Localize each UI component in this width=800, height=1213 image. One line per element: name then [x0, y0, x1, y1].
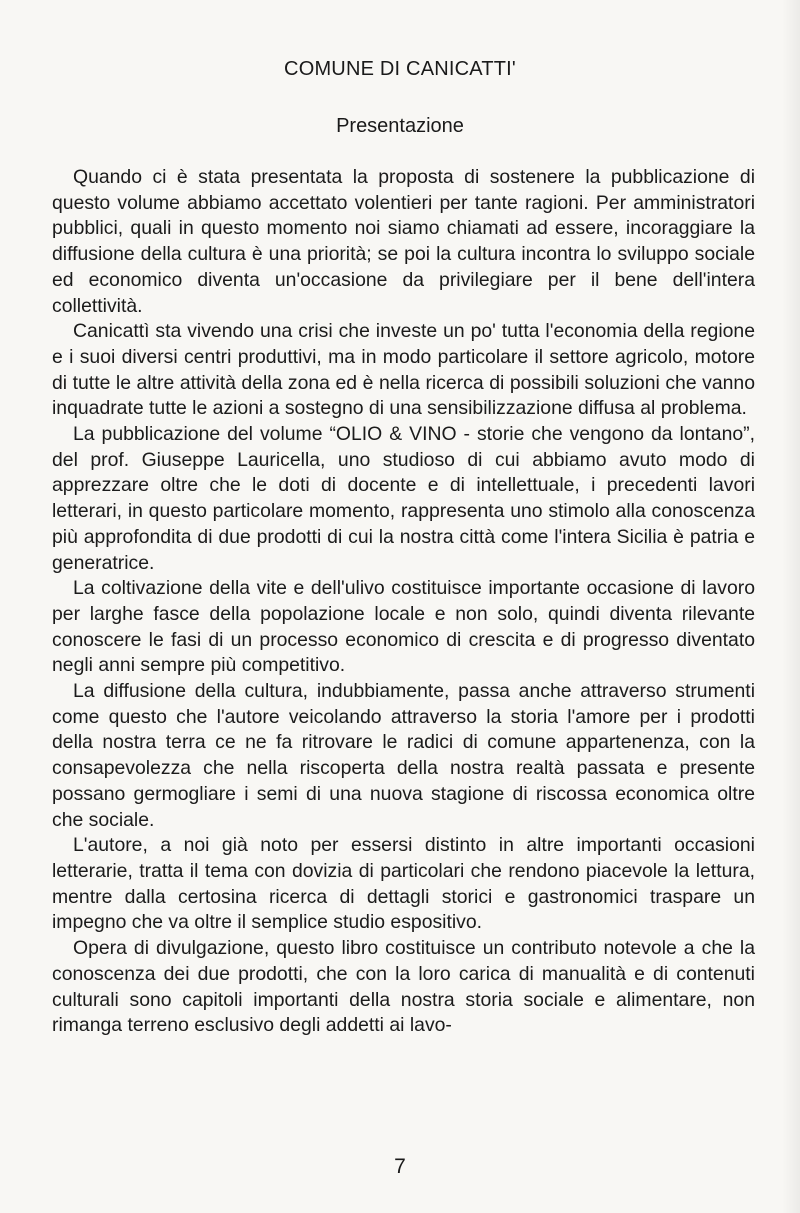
section-title: Presentazione: [336, 115, 464, 137]
paragraph: Canicattì sta vivendo una crisi che investe un po' tutta l'economia della regione e i suoi diversi centri produttivi, ma in modo particolare il settore agricolo, motore di tutte le altre attività della zona ed è nella ricerca di possibili soluzioni che vanno inquadrate tutte le azioni a sostegno di una sensibilizzazione diffusa al problema.: [52, 320, 755, 420]
page-number: 7: [394, 1155, 406, 1178]
paragraph: Quando ci è stata presentata la proposta di sostenere la pubblicazione di questo volume abbiamo accettato volentieri per tante ragioni. Per amministratori pubblici, quali in questo momento noi siamo chiamati ad essere, incoraggiare la diffusione della cultura è una priorità; se poi la cultura incontra lo sviluppo sociale ed economico diventa un'occasione da privilegiare per il bene dell'intera collettività.: [52, 166, 755, 317]
page-edge-shadow: [782, 0, 800, 1213]
paragraph: La diffusione della cultura, indubbiamente, passa anche attraverso strumenti come questo che l'autore veicolando attraverso la storia l'amore per i prodotti della nostra terra ce ne fa ritrovare le radici di comune appartenenza, con la consapevolezza che nella riscoperta della nostra realtà passata e presente possano germogliare i semi di una nuova stagione di riscossa economica oltre che sociale.: [52, 680, 755, 831]
presentation-text: [52, 165, 755, 1039]
paragraph: La pubblicazione del volume “OLIO & VINO - storie che vengono da lontano”, del prof. Giuseppe Lauricella, uno studioso di cui abbiamo avuto modo di apprezzare oltre che le doti di docente e di intellettuale, i precedenti lavori letterari, in questo particolare momento, rappresenta uno stimolo alla conoscenza più approfondita di due prodotti di cui la nostra città come l'intera Sicilia è patria e generatrice.: [52, 423, 755, 574]
paragraph: Opera di divulgazione, questo libro costituisce un contributo notevole a che la conoscenza dei due prodotti, che con la loro carica di manualità e di contenuti culturali sono capitoli importanti della nostra storia sociale e alimentare, non rimanga terreno esclusivo degli addetti ai lavo-: [52, 937, 755, 1037]
paragraph: La coltivazione della vite e dell'ulivo costituisce importante occasione di lavoro per larghe fasce della popolazione locale e non solo, quindi diventa rilevante conoscere le fasi di un processo economico di crescita e di progresso diventato negli anni sempre più competitivo.: [52, 577, 755, 677]
paragraph: L'autore, a noi già noto per essersi distinto in altre importanti occasioni letterarie, tratta il tema con dovizia di particolari che rendono piacevole la lettura, mentre dalla certosina ricerca di dettagli storici e gastronomici traspare un impegno che va oltre il semplice studio espositivo.: [52, 834, 755, 934]
municipality-heading: COMUNE DI CANICATTI': [284, 58, 516, 80]
